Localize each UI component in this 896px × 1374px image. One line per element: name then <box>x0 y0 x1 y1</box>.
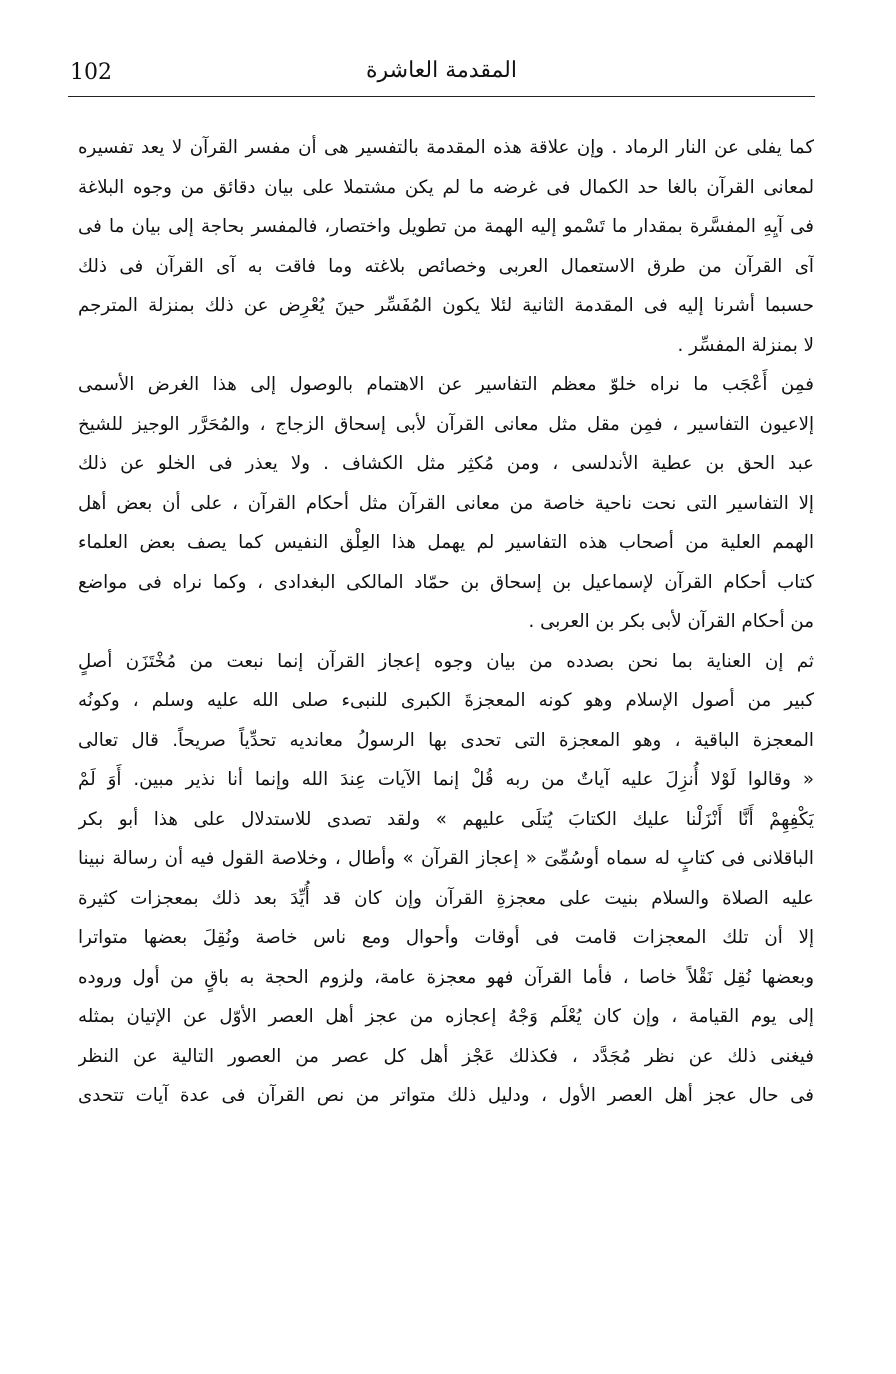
page-number: 102 <box>70 60 112 85</box>
text-line: إلاعيون التفاسير ، فمِن مقل مثل معانى القرآن لأبى إسحاق الزجاج ، والمُحَرَّر الوجيز للشيخ <box>78 413 814 435</box>
paragraph-2 <box>78 365 814 642</box>
body-text <box>78 128 814 1116</box>
text-line: المعجزة الباقية ، وهو المعجزة التى تحدى بها الرسولُ معانديه تحدِّياً صريحاً. قال تعالى <box>78 729 814 751</box>
text-line: كبير من أصول الإسلام وهو كونه المعجزةَ الكبرى للنبىء صلى الله عليه وسلم ، وكونُه <box>78 690 814 711</box>
text-line: يَكْفِهِمْ أَنَّا أَنْزَلْنا عليك الكتابَ يُتلَى عليهم » ولقد تصدى للاستدلال على هذا أبو بكر <box>78 808 814 830</box>
text-line: الباقلانى فى كتابٍ له سماه أوسُمِّىَ « إعجاز القرآن » وأطال ، وخلاصة القول فيه أن رسالة نبينا <box>78 848 814 869</box>
paragraph-1 <box>78 128 814 365</box>
text-line: فيغنى ذلك عن نظر مُجَدَّد ، فكذلك عَجْز أهل كل عصر من العصور التالية عن النظر <box>78 1045 814 1067</box>
text-line: لمعانى القرآن بالغا حد الكمال فى غرضه ما لم يكن مشتملا على بيان دقائق من وجوه البلاغة <box>78 176 814 198</box>
text-line: عبد الحق بن عطية الأندلسى ، ومن مُكثِر مثل الكشاف . ولا يعذر فى الخلو عن ذلك <box>78 453 814 474</box>
text-line: فى آيِهِ المفسَّرة بمقدار ما تَسْمو إليه الهمة من تطويل واختصار، فالمفسر بحاجة إلى بيان ما فى <box>78 216 814 237</box>
text-line: إلى يوم القيامة ، وإن كان يُعْلَم وَجْهُ إعجازه من عجز أهل العصر الأوّل عن الإتيان بمثله <box>78 1006 814 1027</box>
paragraph-3 <box>78 642 814 1116</box>
text-line: ثم إن العناية بما نحن بصدده من بيان وجوه إعجاز القرآن إنما نبعت من مُخْتَزَن أصلٍ <box>78 650 814 672</box>
text-line: الهمم العلية من أصحاب هذه التفاسير لم يهمل هذا العِلْق النفيس كما يصف بعض العلماء <box>78 532 814 553</box>
text-line: حسبما أشرنا إليه فى المقدمة الثانية لئلا يكون المُفَسِّر حينَ يُعْرِض عن ذلك بمنزلة المترجم <box>78 295 814 316</box>
text-line: كما يفلى عن النار الرماد . وإن علاقة هذه المقدمة بالتفسير هى أن مفسر القرآن لا يعد تفسيره <box>78 137 814 158</box>
running-header <box>68 56 815 97</box>
text-line: إلا التفاسير التى نحت ناحية خاصة من معانى القرآن مثل أحكام القرآن ، على أن بعض أهل <box>78 492 814 514</box>
text-line: كتاب أحكام القرآن لإسماعيل بن إسحاق بن حمّاد المالكى البغدادى ، وكما نراه فى مواضع <box>78 571 814 593</box>
text-line: فمِن أَعْجَب ما نراه خلوّ معظم التفاسير عن الاهتمام بالوصول إلى هذا الغرض الأسمى <box>78 374 814 395</box>
text-line: فى حال عجز أهل العصر الأول ، ودليل ذلك متواتر من نص القرآن فى عدة آيات تتحدى <box>78 1085 814 1106</box>
text-line: « وقالوا لَوْلا أُنزِلَ عليه آياتٌ من ربه قُلْ إنما الآيات عِندَ الله وإنما أنا نذير مبين. أَوَ لَمْ <box>78 769 814 790</box>
section-title: المقدمة العاشرة <box>365 58 517 83</box>
text-line: عليه الصلاة والسلام بنيت على معجزةِ القرآن وإن كان قد أُيِّدَ بعد ذلك بمعجزات كثيرة <box>78 887 814 909</box>
text-line: لا بمنزلة المفسِّر . <box>677 334 814 356</box>
text-line: من أحكام القرآن لأبى بكر بن العربى . <box>528 611 814 632</box>
text-line: إلا أن تلك المعجزات قامت فى أوقات وأحوال ومع ناس خاصة ونُقِلَ بعضها متواترا <box>78 927 814 948</box>
text-line: آى القرآن من طرق الاستعمال العربى وخصائص بلاغته وما فاقت به آى القرآن فى ذلك <box>78 255 814 277</box>
text-line: وبعضها نُقِل نَقْلاً خاصا ، فأما القرآن فهو معجزة عامة، ولزوم الحجة به باقٍ من أول وروده <box>78 966 814 988</box>
